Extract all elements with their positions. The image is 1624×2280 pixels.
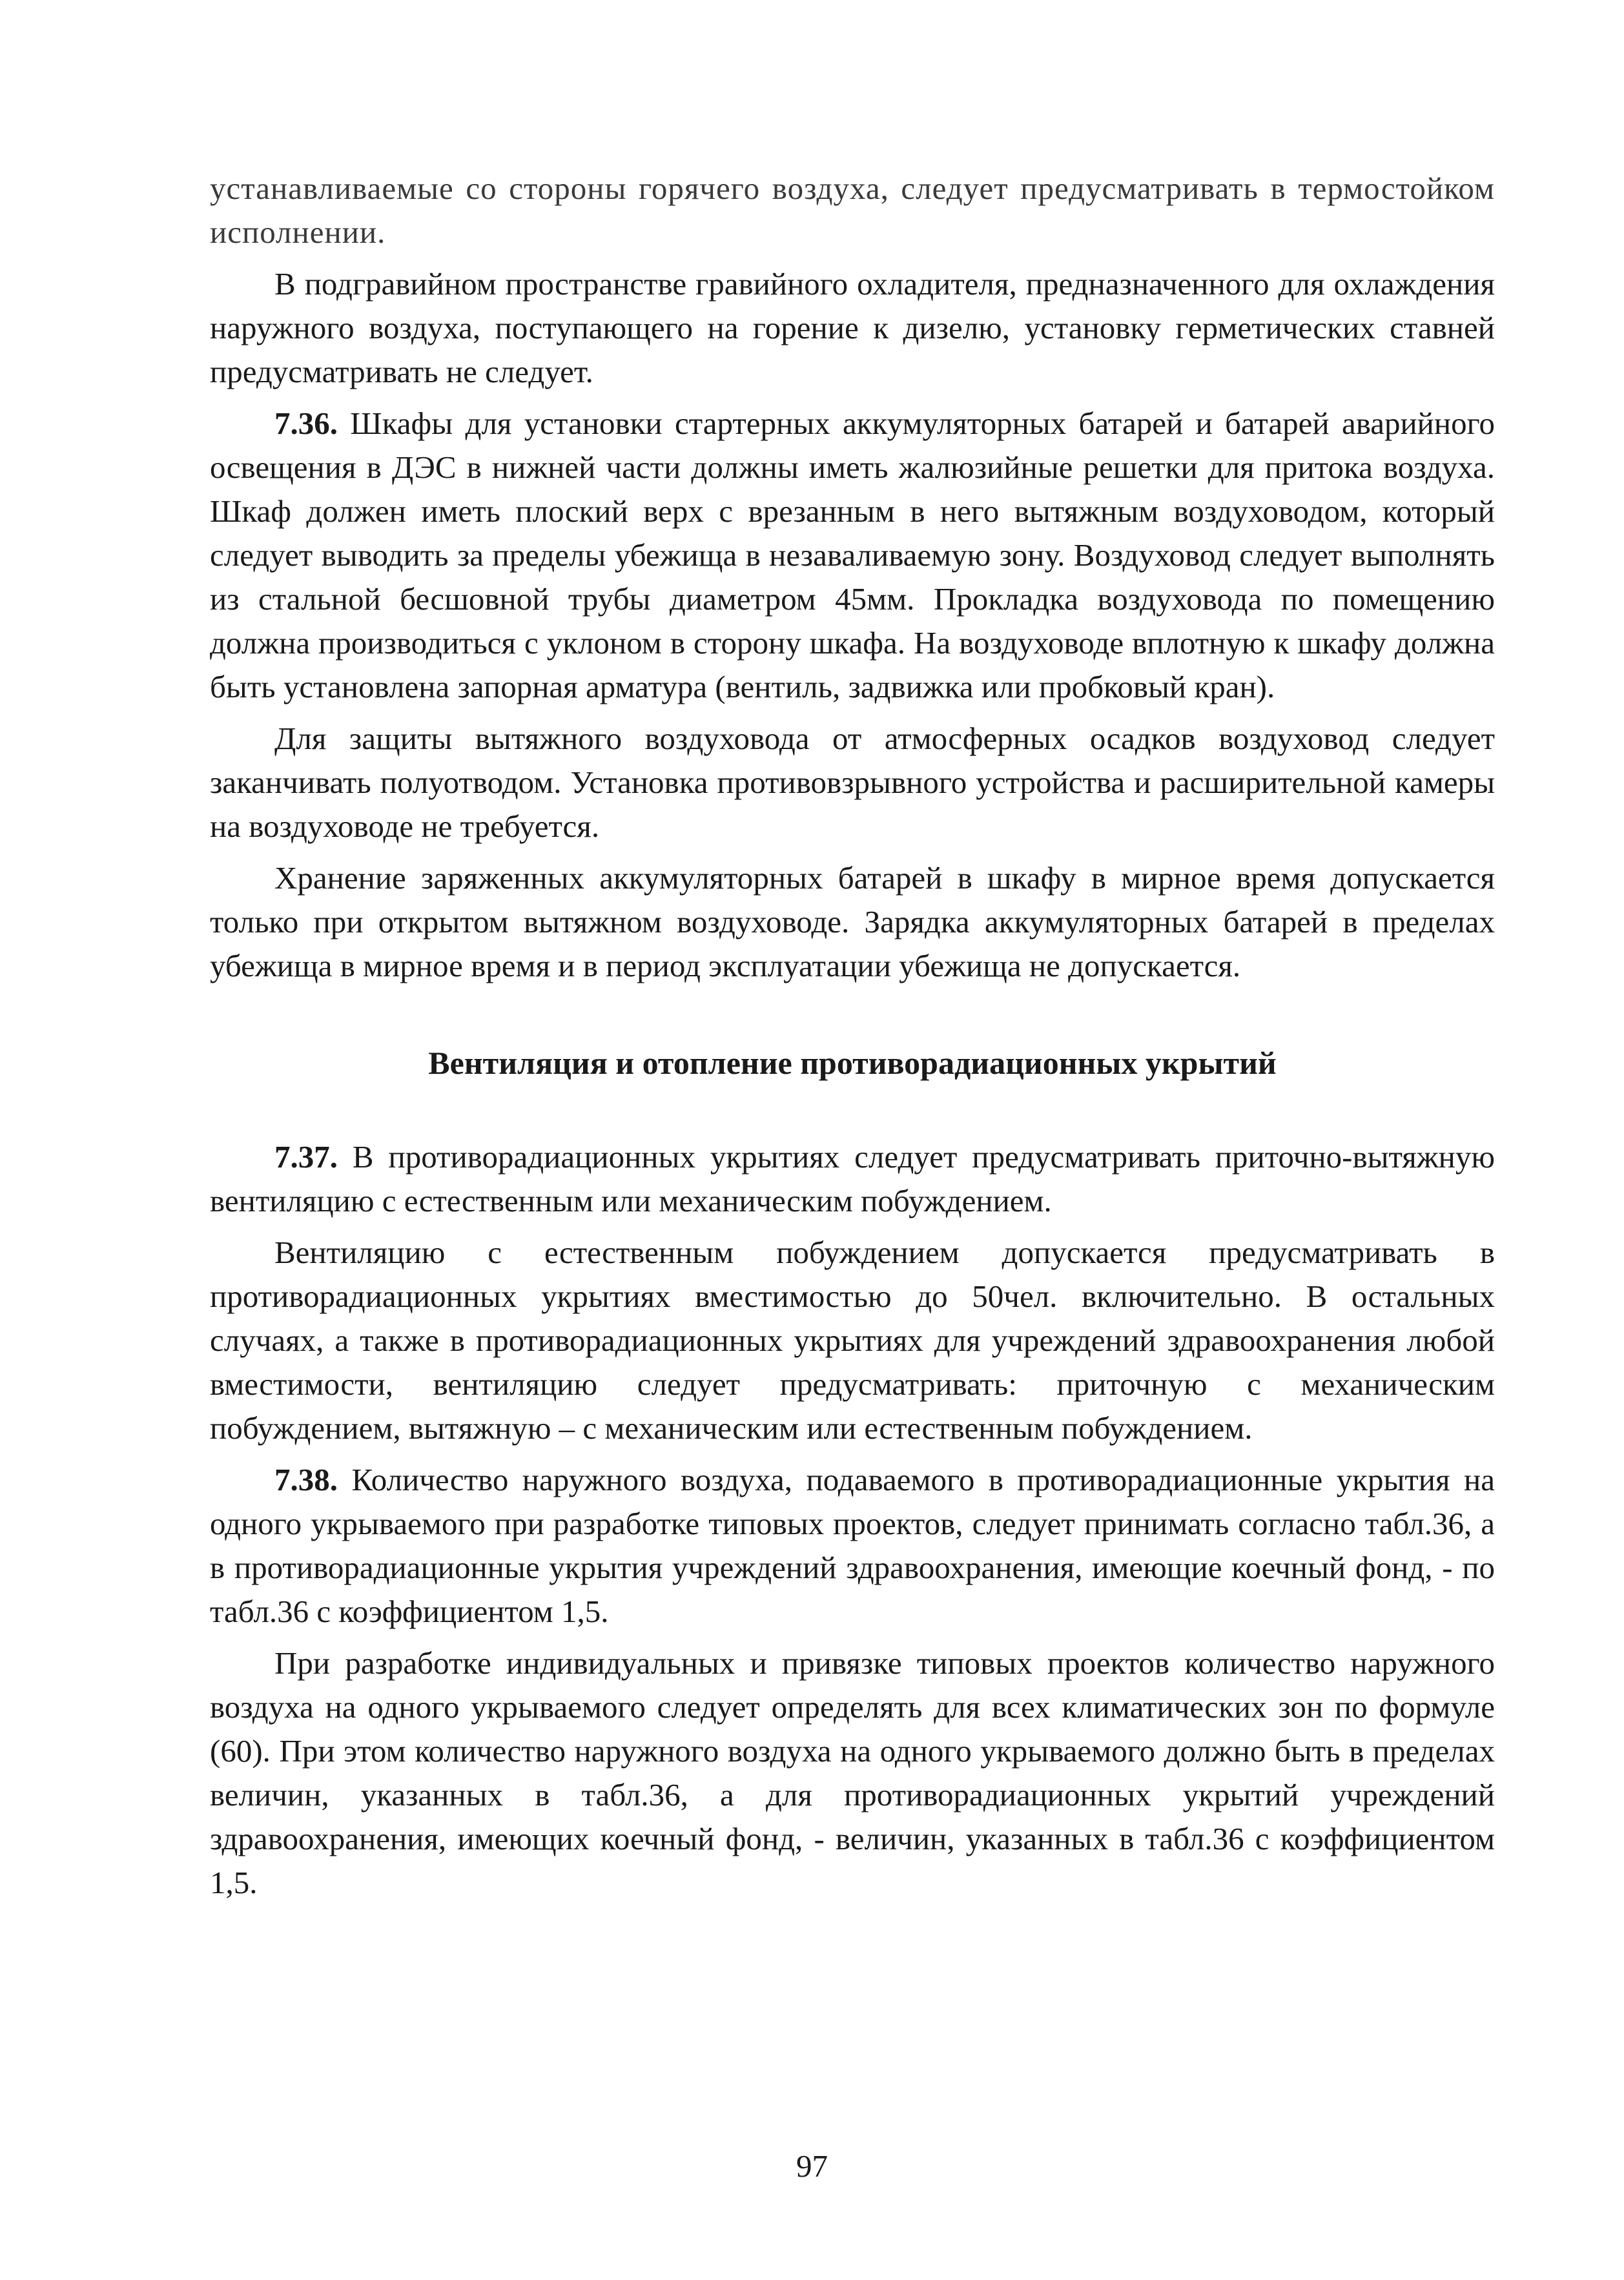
page-content — [210, 167, 1495, 1905]
paragraph-natural-ventilation — [210, 1231, 1495, 1450]
paragraph-text: Количество наружного воздуха, подаваемого в противорадиационные укрытия на одного укрываемого при разработке типовых проектов, следует принимать согласно табл.36, а в противорадиационные укрытия учреждений здравоохранения, имеющие коечный фонд, - по табл.36 с коэффициентом 1,5. — [210, 1462, 1495, 1629]
paragraph-continuation — [210, 167, 1495, 254]
paragraph-individual-projects — [210, 1641, 1495, 1905]
paragraph-text: Для защиты вытяжного воздуховода от атмосферных осадков воздуховод следует заканчивать полуотводом. Установка противовзрывного устройства и расширительной камеры на воздуховоде не требуется. — [210, 721, 1495, 844]
paragraph-7-37 — [210, 1135, 1495, 1223]
paragraph-text: Вентиляцию с естественным побуждением допускается предусматривать в противорадиационных укрытиях вместимостью до 50чел. включительно. В остальных случаях, а также в противорадиационных укрытиях для учреждений здравоохранения любой вместимости, вентиляцию следует предусматривать: приточную с механическим побуждением, вытяжную – с механическим или естественным побуждением. — [210, 1235, 1495, 1446]
paragraph-text: устанавливаемые со стороны горячего воздуха, следует предусматривать в термостойком исполнении. — [210, 170, 1495, 250]
paragraph-gravel-cooler — [210, 262, 1495, 394]
paragraph-7-38 — [210, 1458, 1495, 1634]
paragraph-text: При разработке индивидуальных и привязке типовых проектов количество наружного воздуха на одного укрываемого следует определять для всех климатических зон по формуле (60). При этом количество наружного воздуха на одного укрываемого должно быть в пределах величин, указанных в табл.36, а для противорадиационных укрытий учреждений здравоохранения, имеющих коечный фонд, - величин, указанных в табл.36 с коэффициентом 1,5. — [210, 1645, 1495, 1900]
paragraph-text: Хранение заряженных аккумуляторных батарей в шкафу в мирное время допускается только при открытом вытяжном воздуховоде. Зарядка аккумуляторных батарей в пределах убежища в мирное время и в период эксплуатации убежища не допускается. — [210, 860, 1495, 983]
section-heading: Вентиляция и отопление противорадиационных укрытий — [428, 1045, 1277, 1081]
paragraph-number: 7.38. — [274, 1462, 338, 1497]
paragraph-text: В подгравийном пространстве гравийного охладителя, предназначенного для охлаждения наружного воздуха, поступающего на горение к дизелю, установку герметических ставней предусматривать не следует. — [210, 266, 1495, 389]
paragraph-battery-storage — [210, 856, 1495, 988]
paragraph-number: 7.37. — [274, 1139, 338, 1175]
page-number: 97 — [796, 2148, 828, 2184]
paragraph-air-duct-protection — [210, 717, 1495, 848]
paragraph-text: Шкафы для установки стартерных аккумуляторных батарей и батарей аварийного освещения в ДЭС в нижней части должны иметь жалюзийные решетки для притока воздуха. Шкаф должен иметь плоский верх с врезанным в него вытяжным воздуховодом, который следует выводить за пределы убежища в незаваливаемую зону. Воздуховод следует выполнять из стальной бесшовной трубы диаметром 45мм. Прокладка воздуховода по помещению должна производиться с уклоном в сторону шкафа. На воздуховоде вплотную к шкафу должна быть установлена запорная арматура (вентиль, задвижка или пробковый кран). — [210, 406, 1495, 704]
paragraph-number: 7.36. — [274, 406, 338, 441]
paragraph-text: В противорадиационных укрытиях следует предусматривать приточно-вытяжную вентиляцию с естественным или механическим побуждением. — [210, 1139, 1495, 1218]
paragraph-7-36 — [210, 402, 1495, 709]
